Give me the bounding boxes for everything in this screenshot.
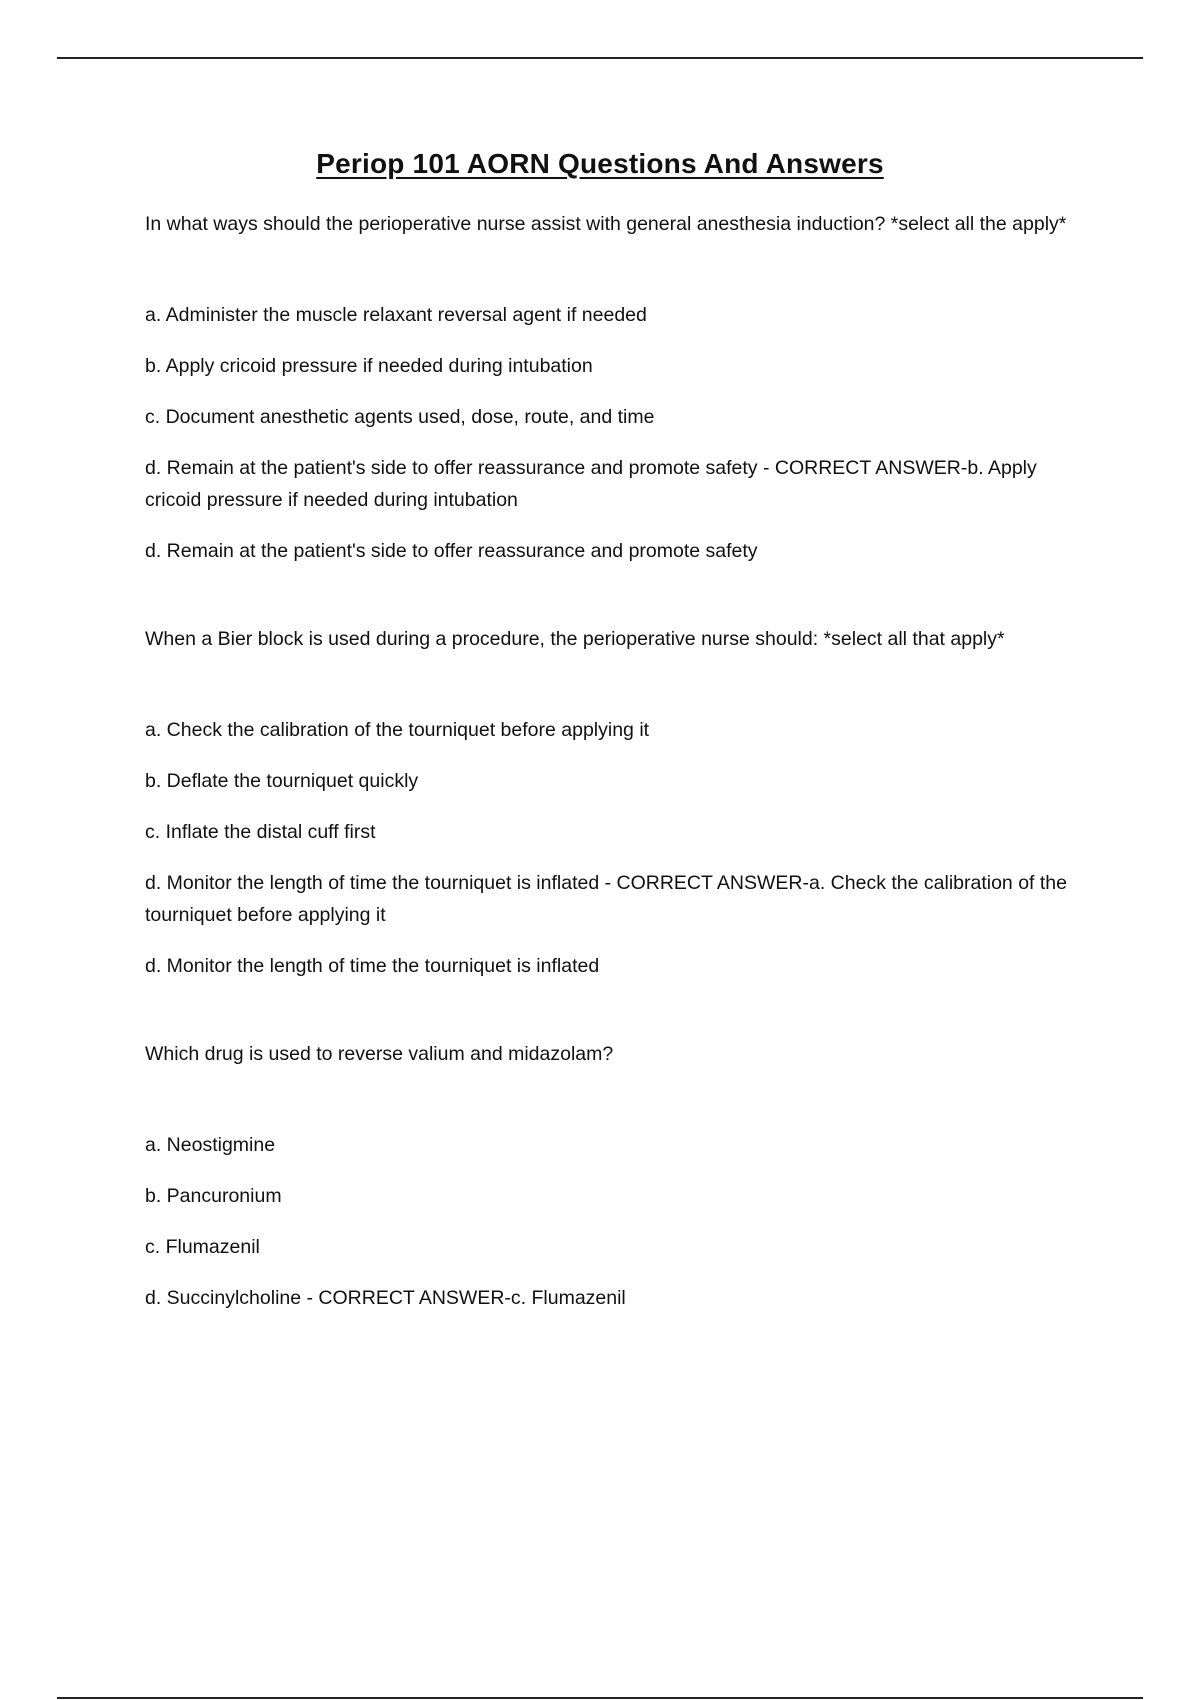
answer-option: a. Check the calibration of the tourniquet before applying it bbox=[145, 719, 650, 741]
question-text: When a Bier block is used during a procedure, the perioperative nurse should: *select all that apply* bbox=[145, 628, 1005, 650]
page-title: Periop 101 AORN Questions And Answers bbox=[316, 148, 884, 179]
answer-option-with-correct-answer: d. Succinylcholine - CORRECT ANSWER-c. Flumazenil bbox=[145, 1287, 626, 1309]
question-block-1 bbox=[145, 208, 1075, 567]
answer-option-with-correct-answer: d. Remain at the patient's side to offer reassurance and promote safety - CORRECT ANSWER-b. Apply cricoid pressure if needed during intubation bbox=[145, 457, 1037, 511]
answer-option: c. Inflate the distal cuff first bbox=[145, 821, 376, 843]
answer-option-with-correct-answer: d. Monitor the length of time the tourniquet is inflated - CORRECT ANSWER-a. Check the calibration of the tourniquet before applying it bbox=[145, 872, 1067, 926]
answer-option: b. Deflate the tourniquet quickly bbox=[145, 770, 419, 792]
question-block-3 bbox=[145, 1038, 1075, 1314]
question-text: In what ways should the perioperative nurse assist with general anesthesia induction? *select all the apply* bbox=[145, 213, 1067, 235]
question-text: Which drug is used to reverse valium and midazolam? bbox=[145, 1043, 614, 1065]
answer-option: a. Neostigmine bbox=[145, 1134, 276, 1156]
answer-option: a. Administer the muscle relaxant reversal agent if needed bbox=[145, 304, 647, 326]
document-body bbox=[145, 208, 1075, 1370]
answer-option: b. Apply cricoid pressure if needed during intubation bbox=[145, 355, 593, 377]
bottom-rule bbox=[57, 1697, 1143, 1699]
answer-option: c. Document anesthetic agents used, dose, route, and time bbox=[145, 406, 655, 428]
top-rule bbox=[57, 57, 1143, 59]
answer-option: d. Remain at the patient's side to offer reassurance and promote safety bbox=[145, 540, 758, 562]
answer-option: b. Pancuronium bbox=[145, 1185, 282, 1207]
answer-option: c. Flumazenil bbox=[145, 1236, 260, 1258]
answer-option: d. Monitor the length of time the tourniquet is inflated bbox=[145, 955, 600, 977]
question-block-2 bbox=[145, 623, 1075, 982]
